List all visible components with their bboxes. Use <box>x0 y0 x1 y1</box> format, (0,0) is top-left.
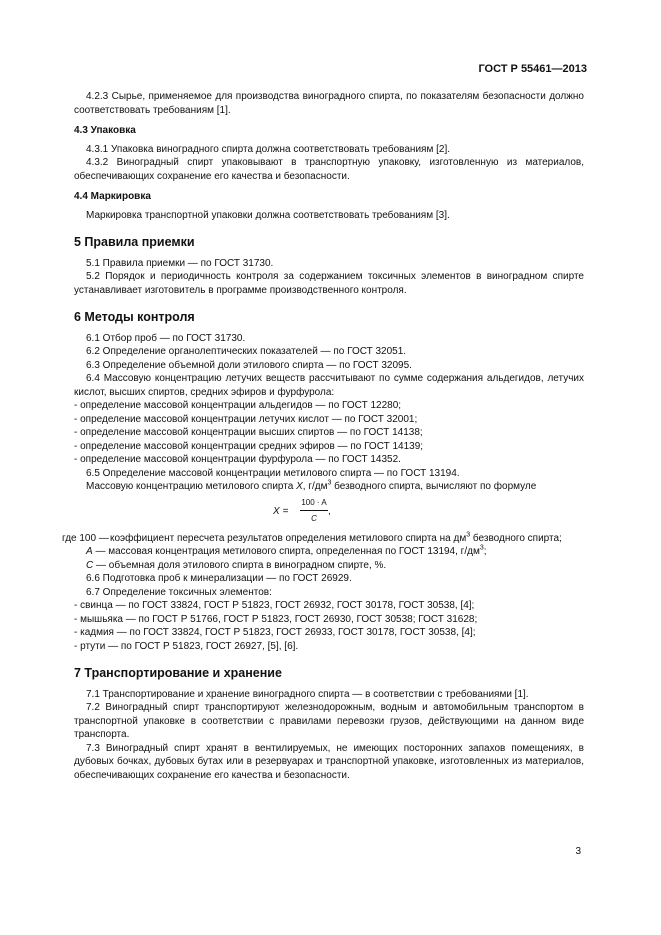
where-definition-100 <box>110 532 584 546</box>
where-definition-a <box>74 545 584 559</box>
paragraph-6-2: 6.2 Определение органолептических показателей — по ГОСТ 32051. <box>86 346 407 357</box>
text-fragment: безводного спирта, вычисляют по формуле <box>331 481 537 492</box>
superscript: 3 <box>327 479 332 487</box>
section-heading-5: 5 Правила приемки <box>74 235 195 249</box>
paragraph-4-2-3: 4.2.3 Сырье, применяемое для производства виноградного спирта, по показателям безопасности должно соответствовать требованиям [1]. <box>74 91 584 116</box>
text-fragment: Массовую концентрацию метилового спирта <box>86 481 297 492</box>
paragraph-6-7: 6.7 Определение токсичных элементов: <box>86 586 272 598</box>
variable-a: А <box>86 546 93 557</box>
section-heading-6: 6 Методы контроля <box>74 310 195 324</box>
where-definition-c <box>74 559 584 573</box>
paragraph-7-1: 7.1 Транспортирование и хранение виноградного спирта — в соответствии с требованиями [1]. <box>86 688 529 700</box>
list-item: - мышьяка — по ГОСТ Р 51766, ГОСТ Р 51823, ГОСТ 26930, ГОСТ 30538; ГОСТ 31628; <box>74 613 478 625</box>
paragraph-6-4: 6.4 Массовую концентрацию летучих веществ рассчитывают по сумме содержания альдегидов, летучих кислот, высших спиртов, средних эфиров и фурфурола: <box>74 373 584 398</box>
text-fragment: , г/дм <box>302 481 328 492</box>
superscript: 3 <box>479 544 484 552</box>
list-item: - ртути — по ГОСТ Р 51823, ГОСТ 26927, [5], [6]. <box>74 640 299 652</box>
page-content <box>62 90 584 782</box>
formula-methanol <box>74 496 584 526</box>
heading-4-3: 4.3 Упаковка <box>74 125 136 136</box>
formula-numerator: 100 · A <box>300 496 328 512</box>
page-number: 3 <box>575 846 581 857</box>
paragraph-5-2: 5.2 Порядок и периодичность контроля за содержанием токсичных элементов в виноградном спирте устанавливает изготовитель в программе производственного контроля. <box>74 271 584 296</box>
text-fragment: — массовая концентрация метилового спирта, определенная по ГОСТ 13194, г/дм <box>92 546 480 557</box>
list-item: - определение массовой концентрации средних эфиров — по ГОСТ 14139; <box>74 440 424 452</box>
heading-4-4: 4.4 Маркировка <box>74 191 151 202</box>
paragraph-6-3: 6.3 Определение объемной доли этилового спирта — по ГОСТ 32095. <box>86 359 412 371</box>
variable-c: С <box>86 559 94 571</box>
section-heading-7: 7 Транспортирование и хранение <box>74 666 282 680</box>
paragraph-6-5: 6.5 Определение массовой концентрации метилового спирта — по ГОСТ 13194. <box>86 467 460 479</box>
paragraph-7-3: 7.3 Виноградный спирт хранят в вентилируемых, не имеющих посторонних запахов помещениях, в дубовых бочках, дубовых бутах или в резервуарах и транспортной упаковке, изготовленных из материалов, обеспечивающих сохранение его качества и безопасности. <box>74 742 584 781</box>
list-item: - определение массовой концентрации альдегидов — по ГОСТ 12280; <box>74 400 402 411</box>
list-item: - определение массовой концентрации летучих кислот — по ГОСТ 32001; <box>74 413 418 425</box>
paragraph-6-6: 6.6 Подготовка проб к минерализации — по ГОСТ 26929. <box>86 573 352 584</box>
superscript: 3 <box>466 531 471 539</box>
formula-where-clause <box>62 532 584 546</box>
list-item: - определение массовой концентрации фурфурола — по ГОСТ 14352. <box>74 454 401 465</box>
formula-comma: , <box>328 505 331 517</box>
variable-x: X <box>296 481 303 492</box>
paragraph-4-3-1: 4.3.1 Упаковка виноградного спирта должна соответствовать требованиям [2]. <box>86 143 451 155</box>
paragraph-4-4: Маркировка транспортной упаковки должна соответствовать требованиям [3]. <box>86 209 450 221</box>
paragraph-6-5-formula-intro <box>74 480 584 494</box>
text-fragment: ; <box>483 546 487 557</box>
paragraph-4-3-2: 4.3.2 Виноградный спирт упаковывают в транспортную упаковку, изготовленную из материалов, обеспечивающих сохранение его качества и безопасности. <box>74 157 584 182</box>
formula-lhs: X = <box>273 505 289 517</box>
formula-fraction <box>300 496 328 526</box>
paragraph-5-1: 5.1 Правила приемки — по ГОСТ 31730. <box>86 257 274 269</box>
text-fragment: безводного спирта; <box>470 532 562 544</box>
formula-denominator: C <box>311 514 317 523</box>
list-item: - свинца — по ГОСТ 33824, ГОСТ Р 51823, ГОСТ 26932, ГОСТ 30178, ГОСТ 30538, [4]; <box>74 600 475 611</box>
paragraph-6-1: 6.1 Отбор проб — по ГОСТ 31730. <box>86 332 246 344</box>
text-fragment: — объемная доля этилового спирта в виноградном спирте, %. <box>93 559 387 571</box>
list-item: - определение массовой концентрации высших спиртов — по ГОСТ 14138; <box>74 427 423 438</box>
standard-header: ГОСТ Р 55461—2013 <box>478 63 587 75</box>
list-item: - кадмия — по ГОСТ 33824, ГОСТ Р 51823, ГОСТ 26933, ГОСТ 30178, ГОСТ 30538, [4]; <box>74 627 476 638</box>
text-fragment: коэффициент пересчета результатов определения метилового спирта на дм <box>110 532 467 544</box>
where-label: где 100 — <box>62 532 109 544</box>
paragraph-7-2: 7.2 Виноградный спирт транспортируют железнодорожным, водным и автомобильным транспортом в транспортной упаковке в соответствии с правилами перевозки грузов, действующими на данном виде транспорта. <box>74 702 584 740</box>
